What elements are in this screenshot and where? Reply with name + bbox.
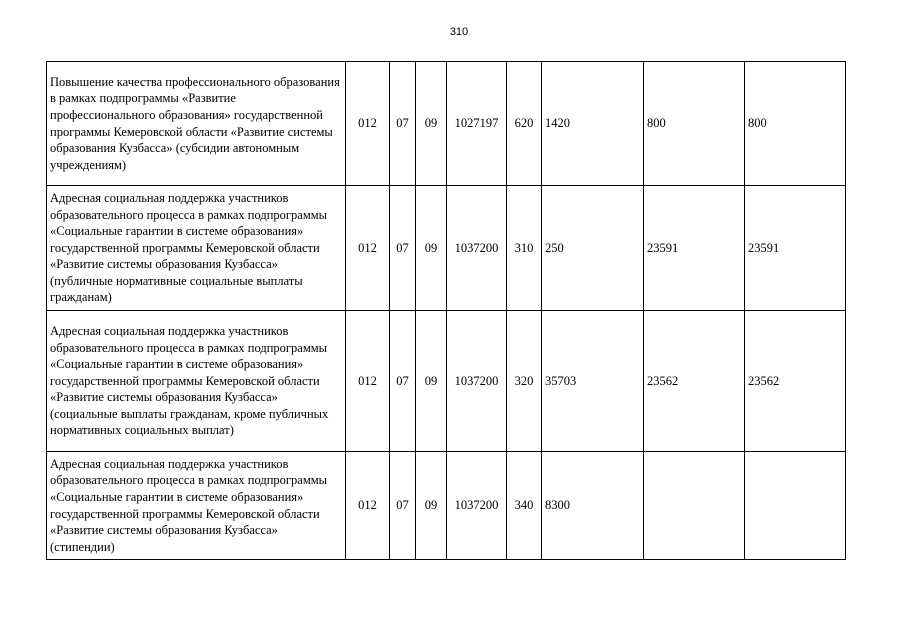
- table-row: [47, 186, 846, 311]
- expense-type-code: 310: [507, 186, 542, 311]
- subsection-code: 09: [416, 62, 447, 186]
- target-article-code: 1037200: [447, 311, 507, 452]
- amount-3: [745, 452, 846, 560]
- amount-2: [644, 452, 745, 560]
- amount-1: 35703: [542, 311, 644, 452]
- expense-type-code: 320: [507, 311, 542, 452]
- row-description: Адресная социальная поддержка участников образовательного процесса в рамках подпрограммы «Социальные гарантии в системе образования» государственной программы Кемеровской области «Развитие системы образования Кузбасса» (публичные нормативные социальные выплаты гражданам): [47, 186, 346, 311]
- section-code: 07: [390, 62, 416, 186]
- row-description: Адресная социальная поддержка участников образовательного процесса в рамках подпрограммы «Социальные гарантии в системе образования» государственной программы Кемеровской области «Развитие системы образования Кузбасса» (социальные выплаты гражданам, кроме публичных нормативных социальных выплат): [47, 311, 346, 452]
- amount-2: 23562: [644, 311, 745, 452]
- section-code: 07: [390, 311, 416, 452]
- subsection-code: 09: [416, 452, 447, 560]
- subsection-code: 09: [416, 186, 447, 311]
- amount-2: 800: [644, 62, 745, 186]
- table-row: [47, 62, 846, 186]
- target-article-code: 1027197: [447, 62, 507, 186]
- amount-3: 23591: [745, 186, 846, 311]
- amount-2: 23591: [644, 186, 745, 311]
- ministry-code: 012: [346, 186, 390, 311]
- amount-1: 1420: [542, 62, 644, 186]
- table-row: [47, 452, 846, 560]
- table-row: [47, 311, 846, 452]
- ministry-code: 012: [346, 311, 390, 452]
- expense-type-code: 340: [507, 452, 542, 560]
- expense-type-code: 620: [507, 62, 542, 186]
- target-article-code: 1037200: [447, 186, 507, 311]
- amount-1: 250: [542, 186, 644, 311]
- row-description: Адресная социальная поддержка участников образовательного процесса в рамках подпрограммы «Социальные гарантии в системе образования» государственной программы Кемеровской области «Развитие системы образования Кузбасса» (стипендии): [47, 452, 346, 560]
- ministry-code: 012: [346, 62, 390, 186]
- amount-1: 8300: [542, 452, 644, 560]
- budget-table: [46, 61, 846, 560]
- target-article-code: 1037200: [447, 452, 507, 560]
- row-description: Повышение качества профессионального образования в рамках подпрограммы «Развитие профессионального образования» государственной программы Кемеровской области «Развитие системы образования Кузбасса» (субсидии автономным учреждениям): [47, 62, 346, 186]
- ministry-code: 012: [346, 452, 390, 560]
- page-number: 310: [449, 26, 469, 38]
- section-code: 07: [390, 452, 416, 560]
- amount-3: 800: [745, 62, 846, 186]
- subsection-code: 09: [416, 311, 447, 452]
- section-code: 07: [390, 186, 416, 311]
- amount-3: 23562: [745, 311, 846, 452]
